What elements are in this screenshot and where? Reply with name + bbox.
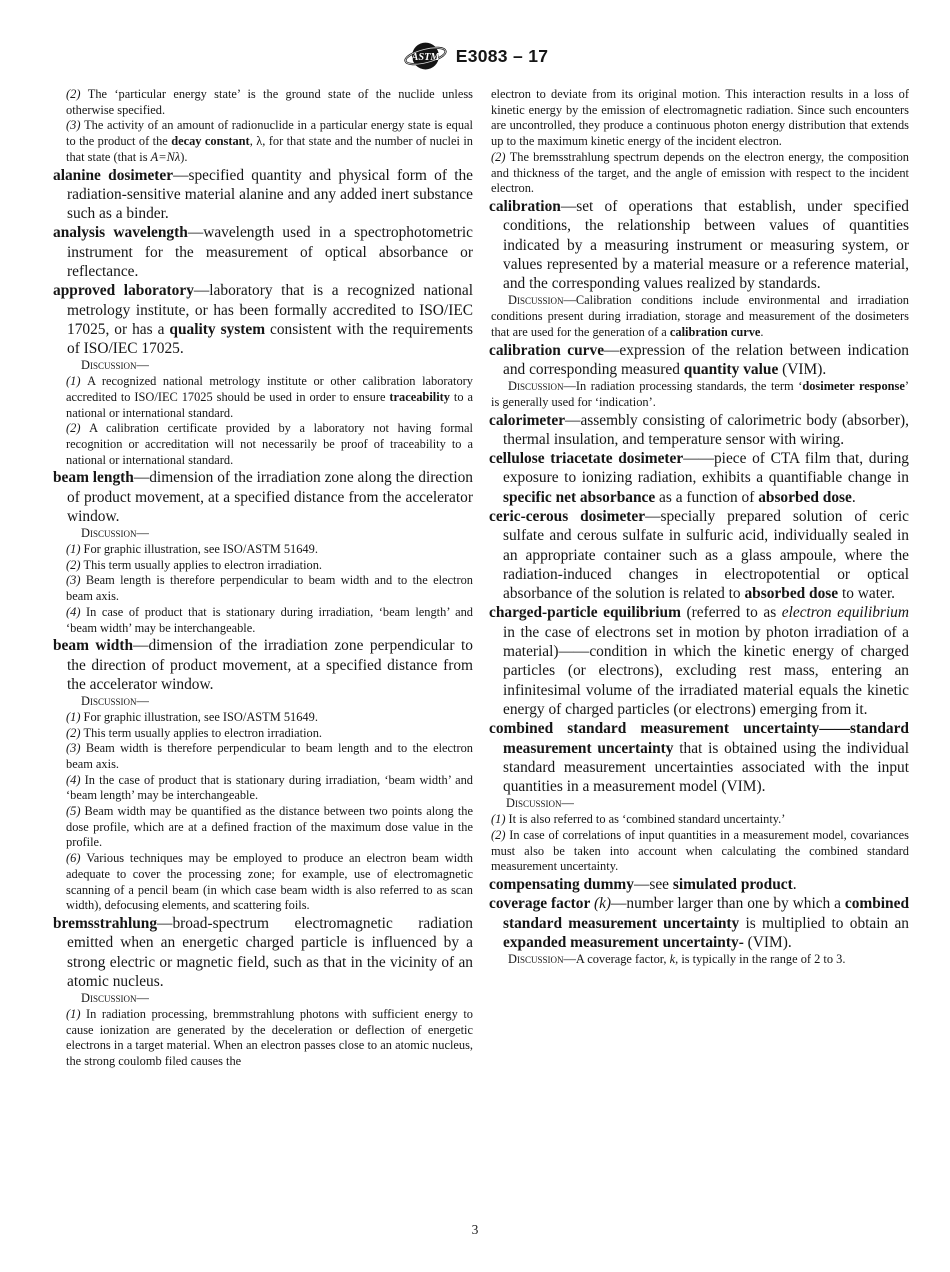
text-run: is multiplied to obtain an [739, 914, 909, 932]
text-run: — [136, 526, 149, 541]
definition-paragraph [53, 281, 473, 358]
discussion-item [491, 812, 909, 828]
text-run: calorimeter [489, 411, 566, 429]
page-footer [0, 1222, 950, 1238]
text-run: (1) [66, 1006, 86, 1021]
text-run: Discussion [506, 796, 562, 811]
text-run: (2) [491, 827, 510, 842]
text-run: —specified quantity and physical form of the radiation-sensitive material alanine and any added inert substance such as a binder. [67, 166, 473, 223]
text-run: decay constant [171, 134, 250, 149]
text-run: specific net absorbance [503, 488, 656, 506]
text-run: (4) [66, 604, 87, 619]
note-paragraph [66, 118, 473, 165]
text-run: . [760, 324, 764, 339]
text-run: (3) [66, 573, 86, 588]
text-run: A calibration certificate provided by a laboratory not having formal recognition or accreditation will not necessarily be proof of traceability to a national or international standard. [66, 421, 473, 467]
definition-paragraph [53, 636, 473, 694]
text-run: calibration [489, 197, 561, 215]
definition-paragraph [489, 875, 909, 894]
text-run: consistent with the requirements of ISO/IEC 17025. [67, 320, 473, 358]
text-run: —A coverage factor, [563, 952, 670, 967]
text-run: quantity value [683, 360, 779, 378]
text-run: Discussion [508, 293, 564, 308]
text-run: , is typically in the range of 2 to 3. [675, 952, 846, 967]
two-column-body [53, 87, 909, 1070]
definition-paragraph [489, 894, 909, 952]
definition-paragraph [489, 507, 909, 603]
text-run: absorbed dose [744, 585, 839, 603]
text-run: , λ, for that state and the number of nuclei in that state (that is [66, 134, 473, 164]
text-run: —broad-spectrum electromagnetic radiation emitted when an energetic charged particle is influenced by a strong electric or magnetic field, such as that in the vicinity of an atomic nucleus. [67, 914, 473, 990]
text-run: This term usually applies to electron irradiation. [83, 725, 323, 740]
text-run: compensating dummy [489, 875, 634, 893]
definition-paragraph [53, 223, 473, 281]
text-run: traceability [389, 389, 450, 404]
text-run: Beam width is therefore perpendicular to beam length and to the electron beam axis. [66, 741, 473, 771]
text-run: —set of operations that establish, under specified conditions, the relationship between values of quantities indicated by a measuring instrument or measuring system, or values represented by a material measure or a reference material, and the corresponding values realized by standards. [503, 197, 909, 293]
text-run: (k) [593, 895, 612, 913]
text-run: (2) [66, 557, 84, 572]
text-run: electron to deviate from its original motion. This interaction results in a loss of kinetic energy by the emission of electromagnetic radiation. Since such encounters are uncontrolled, they produce a continuous photon energy distribution that extends up to the maximum kinetic energy of the incident electron. [491, 87, 909, 149]
discussion-paragraph [491, 952, 909, 968]
astm-logo [404, 38, 447, 74]
text-run: The ‘particular energy state’ is the ground state of the nuclide unless otherwise specified. [66, 87, 473, 117]
definition-paragraph [53, 468, 473, 526]
text-run: (2) [66, 421, 90, 436]
page-number: 3 [471, 1222, 479, 1237]
text-run: In radiation processing, bremmstrahlung photons with sufficient energy to cause ionization are generated by the deceleration or deflection of energetic electrons in a target material. When an electron passes close to an atomic nucleus, the strong coulomb filed causes the [66, 1006, 474, 1068]
text-run: (VIM). [778, 360, 827, 378]
right-column [489, 87, 909, 1070]
text-run: alanine dosimeter [53, 166, 174, 184]
text-run: analysis wavelength [53, 224, 188, 242]
text-run: —laboratory that is a recognized national metrology institute, or has been formally accredited to ISO/IEC 17025, or has a [67, 282, 473, 338]
definition-paragraph [489, 197, 909, 293]
discussion-item [66, 573, 473, 604]
text-run: (referred to as [680, 604, 782, 622]
text-run: —assembly consisting of calorimetric body (absorber), thermal insulation, and temperature sensor with wiring. [503, 411, 909, 448]
text-run: Discussion [81, 526, 137, 541]
text-run: —see [633, 875, 673, 893]
discussion-item [66, 741, 473, 772]
text-run: quality system [169, 320, 266, 338]
definition-paragraph [53, 914, 473, 991]
discussion-item [66, 851, 473, 914]
text-run: For graphic illustration, see ISO/ASTM 51649. [83, 542, 318, 556]
text-run: — [561, 796, 574, 811]
text-run: as a function of [655, 488, 759, 506]
discussion-item [66, 558, 473, 574]
note-paragraph [491, 87, 909, 150]
text-run: Various techniques may be employed to produce an electron beam width adequate to cover the processing zone; for example, use of electromagnetic scanning of a pencil beam (in which case beam width is also referred to as scan width), defocusing elements, and scattering foils. [66, 851, 473, 913]
text-run: combined standard measurement uncertainty——standard measurement uncertainty [489, 720, 909, 757]
text-run: A recognized national metrology institute or other calibration laboratory accredited to ISO/IEC 17025 should be used in order to ensure [66, 374, 473, 404]
text-run: (1) [491, 812, 509, 827]
text-run: ). [180, 149, 188, 164]
text-run: charged-particle equilibrium [489, 604, 681, 622]
text-run: . [792, 875, 797, 893]
text-run: — [136, 358, 149, 373]
text-run: Discussion [81, 991, 137, 1006]
text-run: In case of product that is stationary during irradiation, ‘beam length’ and ‘beam width’ may be interchangeable. [66, 604, 473, 635]
text-run: to water. [838, 585, 895, 603]
text-run: calibration curve [669, 324, 761, 339]
text-run: —specially prepared solution of ceric sulfate and cerous sulfate in sulfuric acid, individually sealed in an appropriate container such as a glass ampoule, where the radiation-induced changes in electropotential or optical absorbance of the solution is related to [503, 508, 909, 603]
note-paragraph [66, 87, 473, 118]
text-run: Discussion [81, 358, 137, 373]
text-run: (VIM). [743, 933, 792, 951]
text-run: (3) [66, 741, 86, 756]
text-run: — [136, 991, 149, 1006]
discussion-item [66, 804, 473, 851]
text-run: (1) [66, 542, 84, 556]
discussion-item [66, 374, 473, 421]
discussion-item [66, 773, 473, 804]
text-run: (2) [66, 725, 84, 740]
text-run: k [669, 952, 676, 967]
text-run: simulated product [672, 875, 793, 893]
discussion-label [66, 991, 473, 1007]
text-run: beam width [53, 637, 134, 655]
text-run: A=Nλ [150, 149, 181, 164]
text-run: (5) [66, 804, 85, 819]
text-run: to a national or international standard. [66, 389, 473, 420]
discussion-paragraph [491, 379, 909, 410]
text-run: calibration curve [489, 341, 605, 359]
text-run: electron equilibrium [781, 604, 909, 622]
definition-paragraph [489, 411, 909, 450]
text-run: Discussion [508, 952, 564, 967]
text-run: bremsstrahlung [53, 914, 158, 932]
discussion-item [66, 710, 473, 726]
text-run: (6) [66, 851, 87, 866]
discussion-label [66, 358, 473, 374]
discussion-item [66, 421, 473, 468]
text-run: absorbed dose [758, 488, 852, 506]
text-run: ’ is generally used for ‘indication’. [491, 379, 909, 409]
text-run: coverage factor [489, 895, 594, 913]
definition-paragraph [489, 603, 909, 719]
text-run: (2) [491, 149, 510, 164]
text-run: combined standard measurement uncertainty [503, 895, 910, 932]
standard-designation: E3083 – 17 [455, 45, 549, 66]
text-run: ceric-cerous dosimeter [489, 508, 646, 525]
text-run: For graphic illustration, see ISO/ASTM 51649. [83, 709, 318, 724]
text-run: ——piece of CTA film that, during exposure to ionizing radiation, exhibits a quantifiable change in [503, 450, 909, 487]
text-run: The activity of an amount of radionuclide in a particular energy state is equal to the product of the [66, 118, 473, 149]
definition-paragraph [489, 449, 909, 507]
text-run: In case of correlations of input quantities in a measurement model, covariances must also be taken into account when calculating the combined standard measurement uncertainty. [491, 827, 909, 874]
text-run: expanded measurement uncertainty- [503, 933, 744, 951]
discussion-item [491, 828, 909, 875]
note-paragraph [491, 150, 909, 197]
definition-paragraph [489, 341, 909, 380]
text-run: cellulose triacetate dosimeter [489, 450, 684, 468]
text-run: (3) [66, 118, 85, 133]
text-run: It is also referred to as ‘combined standard uncertainty.’ [508, 812, 786, 827]
text-run: —In radiation processing standards, the term ‘ [563, 379, 803, 394]
discussion-item [66, 605, 473, 636]
text-run: in the case of electrons set in motion by photon irradiation of a material)——condition in which the kinetic energy of charged particles (or electrons), excluding rest mass, entering an infinitesimal volume of the irradiated material equals the kinetic energy of charged particles (or electrons) emerging from it. [503, 623, 909, 718]
text-run: This term usually applies to electron irradiation. [83, 557, 323, 572]
text-run: —number larger than one by which a [611, 895, 845, 913]
text-run: — [136, 694, 149, 709]
text-run: —Calibration conditions include environmental and irradiation conditions present during irradiation, storage and measurement of the dosimeters that are used for the generation of a [491, 293, 909, 339]
text-run: (1) [66, 374, 88, 389]
text-run: —dimension of the irradiation zone along the direction of product movement, at a specified distance from the accelerator window. [67, 469, 473, 525]
definition-paragraph [489, 719, 909, 796]
definition-paragraph [53, 166, 473, 224]
discussion-paragraph [491, 293, 909, 340]
text-run: —dimension of the irradiation zone perpendicular to the direction of product movement, at a specified distance from the accelerator window. [67, 637, 473, 693]
left-column [53, 87, 473, 1070]
text-run: In the case of product that is stationary during irradiation, ‘beam width’ and ‘beam length’ may be interchangeable. [66, 772, 473, 803]
discussion-label [66, 694, 473, 710]
text-run: (1) [66, 709, 84, 724]
discussion-item [66, 542, 473, 558]
text-run: approved laboratory [53, 282, 194, 300]
text-run: . [851, 488, 856, 506]
text-run: The bremsstrahlung spectrum depends on the electron energy, the composition and thickness of the target, and the angle of emission with respect to the incident electron. [491, 149, 910, 196]
discussion-item [66, 1007, 473, 1070]
text-run: that is obtained using the individual standard measurement uncertainties associated with the input quantities in a measurement model (VIM). [503, 739, 909, 796]
text-run: beam length [53, 469, 134, 487]
text-run: —wavelength used in a spectrophotometric instrument for the measurement of optical absorbance or reflectance. [67, 224, 473, 280]
text-run: dosimeter response [802, 379, 905, 394]
text-run: Discussion [81, 694, 137, 709]
svg-text:ASTM: ASTM [411, 52, 440, 64]
text-run: —expression of the relation between indication and corresponding measured [503, 341, 909, 378]
text-run: Beam width may be quantified as the distance between two points along the dose profile, which are at a defined fraction of the maximum dose value in the profile. [66, 804, 473, 850]
text-run: Discussion [508, 379, 564, 394]
discussion-item [66, 726, 473, 742]
text-run: (2) [66, 87, 88, 101]
page-header [53, 38, 899, 74]
discussion-label [491, 796, 909, 812]
text-run: (4) [66, 772, 85, 787]
text-run: Beam length is therefore perpendicular to beam width and to the electron beam axis. [66, 573, 473, 604]
discussion-label [66, 526, 473, 542]
